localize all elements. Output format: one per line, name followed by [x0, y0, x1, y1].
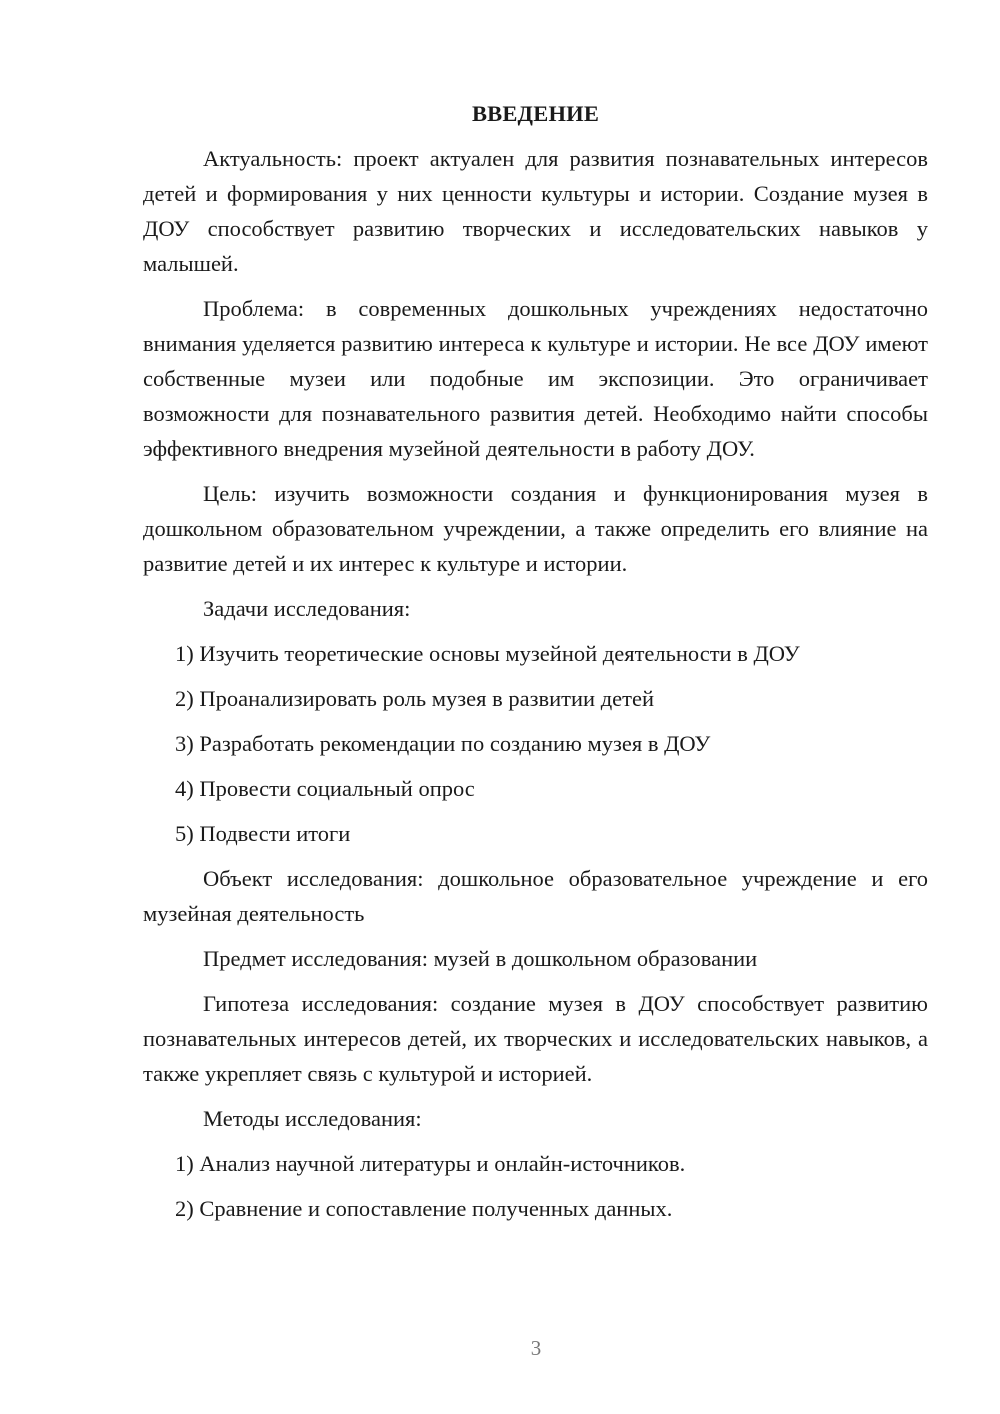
hypothesis-paragraph: Гипотеза исследования: создание музея в ДОУ способствует развитию познавательных интересов детей, их творческих и исследовательских навыков, а также укрепляет связь с культурой и историей. [143, 991, 928, 1086]
list-item: 2) Сравнение и сопоставление полученных данных. [175, 1196, 673, 1221]
page-content [143, 96, 928, 1236]
section-title: ВВЕДЕНИЕ [471, 101, 600, 126]
list-item: 3) Разработать рекомендации по созданию музея в ДОУ [175, 731, 711, 756]
methods-heading: Методы исследования: [203, 1106, 422, 1131]
goal-paragraph: Цель: изучить возможности создания и функционирования музея в дошкольном образовательном учреждении, а также определить его влияние на развитие детей и их интерес к культуре и истории. [143, 481, 928, 576]
subject-paragraph: Предмет исследования: музей в дошкольном образовании [203, 946, 758, 971]
problem-paragraph: Проблема: в современных дошкольных учреждениях недостаточно внимания уделяется развитию интереса к культуре и истории. Не все ДОУ имеют собственные музеи или подобные им экспозиции. Это ограничивает возможности для познавательного развития детей. Необходимо найти способы эффективного внедрения музейной деятельности в работу ДОУ. [143, 296, 928, 461]
list-item: 1) Анализ научной литературы и онлайн-источников. [175, 1151, 686, 1176]
page-number: 3 [530, 1336, 542, 1360]
list-item: 5) Подвести итоги [175, 821, 351, 846]
list-item: 4) Провести социальный опрос [175, 776, 475, 801]
list-item: 1) Изучить теоретические основы музейной деятельности в ДОУ [175, 641, 800, 666]
tasks-heading: Задачи исследования: [203, 596, 411, 621]
list-item: 2) Проанализировать роль музея в развитии детей [175, 686, 655, 711]
object-paragraph: Объект исследования: дошкольное образовательное учреждение и его музейная деятельность [143, 866, 928, 926]
relevance-paragraph: Актуальность: проект актуален для развития познавательных интересов детей и формирования у них ценности культуры и истории. Создание музея в ДОУ способствует развитию творческих и исследовательских навыков у малышей. [143, 146, 928, 276]
methods-list [143, 1146, 928, 1226]
tasks-list [143, 636, 928, 851]
